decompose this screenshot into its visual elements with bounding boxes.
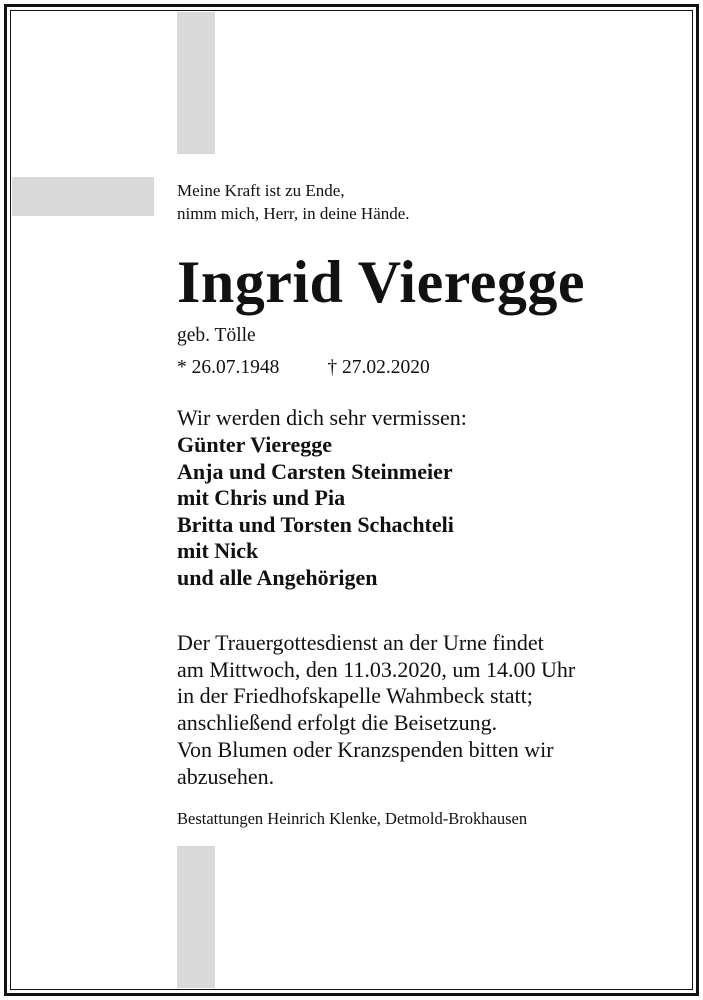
mourner-name: mit Chris und Pia — [177, 485, 346, 510]
birth-date: * 26.07.1948 — [177, 357, 280, 378]
verse-line: Meine Kraft ist zu Ende, — [177, 181, 345, 200]
mourner-name: und alle Angehörigen — [177, 564, 378, 590]
undertaker-credit: Bestattungen Heinrich Klenke, Detmold-Brokhausen — [177, 809, 528, 828]
death-date: † 27.02.2020 — [327, 357, 430, 378]
service-line: in der Friedhofskapelle Wahmbeck statt; — [177, 683, 533, 709]
mourner-name: Günter Vieregge — [177, 432, 332, 457]
verse-line: nimm mich, Herr, in deine Hände. — [177, 204, 410, 223]
cross-top-beam — [177, 12, 215, 154]
birth-name: geb. Tölle — [177, 325, 256, 346]
mourner-name: Anja und Carsten Steinmeier — [177, 458, 453, 484]
cross-bottom-beam — [177, 846, 215, 988]
life-dates — [177, 356, 430, 380]
service-line: abzusehen. — [177, 763, 275, 789]
service-line: Der Trauergottesdienst an der Urne findet — [177, 630, 544, 655]
mourners-intro: Wir werden dich sehr vermissen: — [177, 405, 467, 430]
service-notice — [177, 630, 575, 790]
service-line: am Mittwoch, den 11.03.2020, um 14.00 Uhr — [177, 656, 576, 682]
mourner-name: Britta und Torsten Schachteli — [177, 511, 454, 537]
mourner-name: mit Nick — [177, 538, 259, 563]
deceased-name: Ingrid Vieregge — [177, 249, 586, 315]
verse — [177, 179, 410, 225]
service-line: anschließend erfolgt die Beisetzung. — [177, 710, 498, 736]
cross-left-beam — [12, 177, 154, 216]
service-line: Von Blumen oder Kranzspenden bitten wir — [177, 736, 554, 762]
mourners-list — [177, 432, 454, 591]
